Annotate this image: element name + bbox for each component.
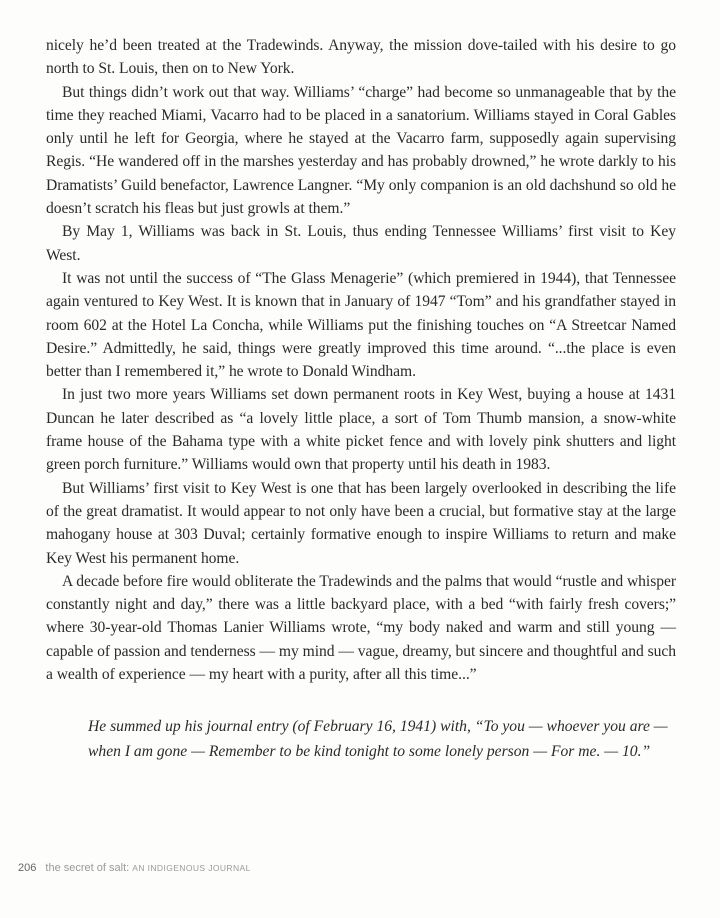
body-text (46, 34, 676, 686)
page-footer (18, 862, 251, 874)
paragraph-7: A decade before fire would obliterate the Tradewinds and the palms that would “rustle and whisper constantly night and day,” there was a little backyard place, with a bed “with fairly fresh covers;” where 30-year-old Thomas Lanier Williams wrote, “my body naked and warm and still young — capable of passion and tenderness — my mind — vague, dreamy, but sincere and thoughtful and such a wealth of experience — my heart with a purity, after all this time...” (46, 572, 676, 684)
paragraph-6: But Williams’ first visit to Key West is one that has been largely overlooked in describing the life of the great dramatist. It would appear to not only have been a crucial, but formative stay at the large mahogany house at 303 Duval; certainly formative enough to inspire Williams to return and make Key West his permanent home. (46, 479, 676, 567)
page-number: 206 (18, 862, 37, 874)
paragraph-5: In just two more years Williams set down permanent roots in Key West, buying a house at 1431 Duncan he later described as “a lovely little place, a sort of Tom Thumb mansion, a snow-white frame house of the Bahama type with a white picket fence and with lovely pink shutters and light green porch furniture.” Williams would own that property until his death in 1983. (46, 386, 676, 474)
paragraph-2: But things didn’t work out that way. Williams’ “charge” had become so unmanageable that by the time they reached Miami, Vacarro had to be placed in a sanatorium. Williams stayed in Coral Gables only until he left for Georgia, where he stayed at the Vacarro farm, supposedly again supervising Regis. “He wandered off in the marshes yesterday and has probably drowned,” he wrote darkly to his Dramatists’ Guild benefactor, Lawrence Langner. “My only companion is an old dachshund so old he doesn’t scratch his fleas but just growls at them.” (46, 83, 676, 218)
pull-quote (88, 714, 668, 764)
publication-subtitle: AN INDIGENOUS JOURNAL (132, 863, 251, 873)
paragraph-3: By May 1, Williams was back in St. Louis, thus ending Tennessee Williams’ first visit to Key West. (46, 223, 676, 264)
paragraph-4: It was not until the success of “The Glass Menagerie” (which premiered in 1944), that Tennessee again ventured to Key West. It is known that in January of 1947 “Tom” and his grandfather stayed in room 602 at the Hotel La Concha, while Williams put the finishing touches on “A Streetcar Named Desire.” Admittedly, he said, things were greatly improved this time around. “...the place is even better than I remembered it,” he wrote to Donald Windham. (46, 269, 676, 381)
publication-title: the secret of salt: (45, 862, 130, 874)
paragraph-1: nicely he’d been treated at the Tradewinds. Anyway, the mission dove-tailed with his desire to go north to St. Louis, then on to New York. (46, 37, 676, 78)
pull-quote-text: He summed up his journal entry (of February 16, 1941) with, “To you — whoever you are — when I am gone — Remember to be kind tonight to some lonely person — For me. — 10.” (88, 718, 668, 760)
